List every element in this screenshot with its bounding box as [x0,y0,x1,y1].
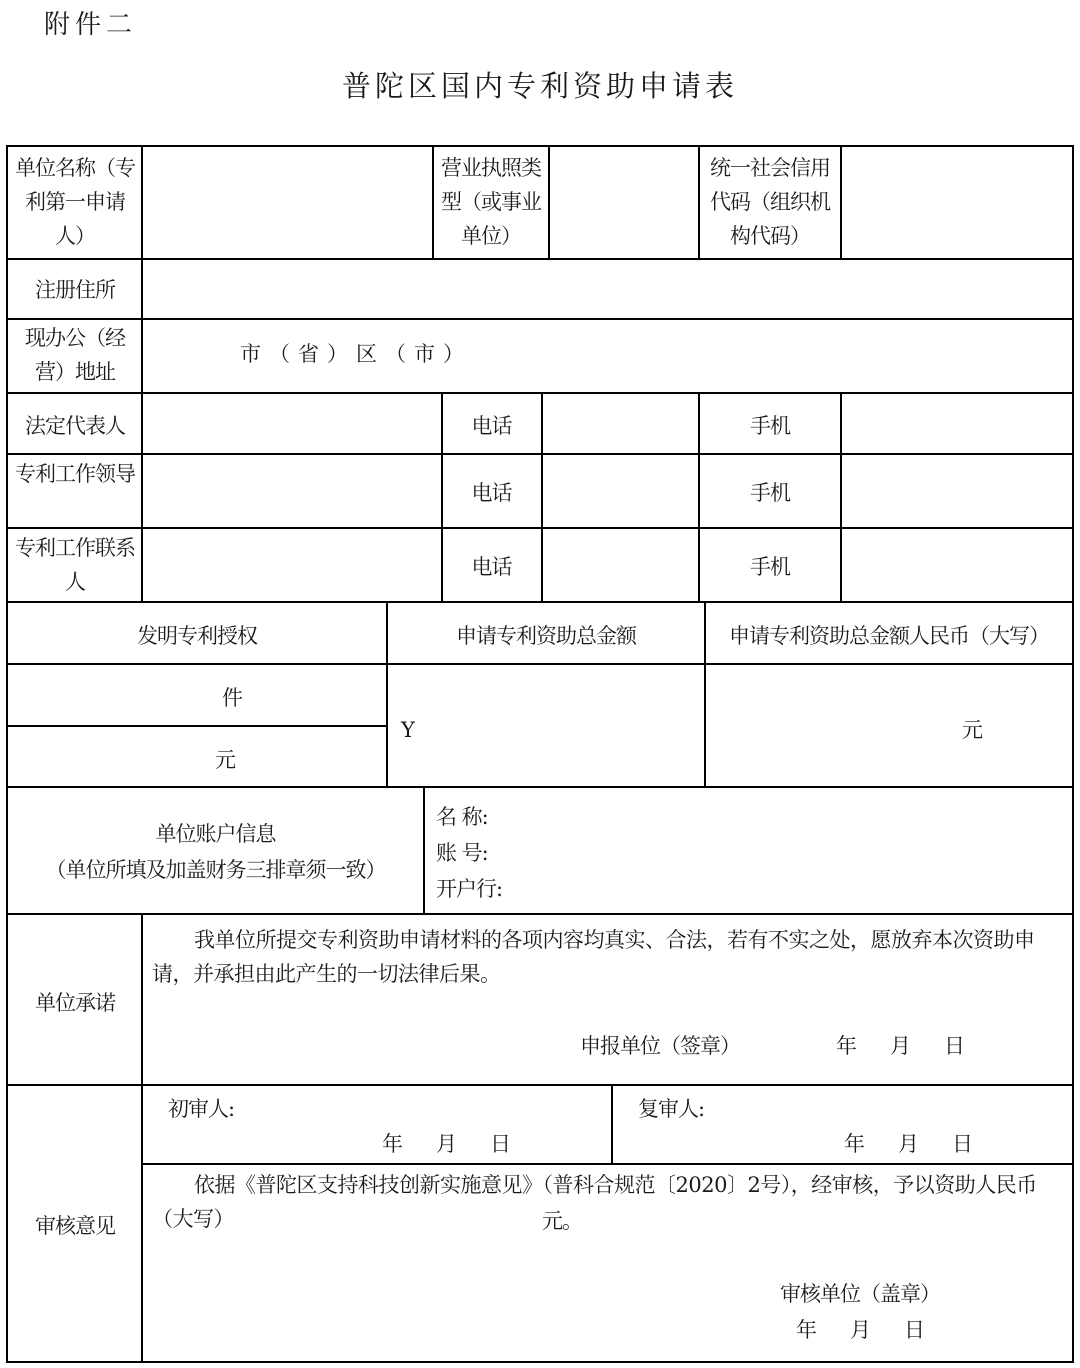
review-date[interactable]: 年 月 日 [796,1318,931,1342]
patent-contact-phone-field[interactable] [543,529,696,599]
unit-name-label: 单位名称（专利第一申请人） [15,156,135,248]
patent-count-unit[interactable]: 件 [222,686,242,710]
license-type-label: 营业执照类型（或事业单位） [441,156,541,248]
legal-rep-mobile-label: 手机 [750,414,790,438]
patent-contact-field[interactable] [143,529,439,599]
invention-patent-header: 发明专利授权 [137,624,257,648]
office-address-template[interactable]: 市（省）区（市） [240,342,472,366]
patent-amount-unit[interactable]: 元 [215,748,235,772]
account-number-field[interactable]: 账 号: [436,841,488,865]
yen-symbol[interactable]: Y [401,718,414,742]
patent-contact-label: 专利工作联系人 [15,536,135,594]
registered-address-label: 注册住所 [35,278,115,302]
patent-leader-phone-label: 电话 [471,481,512,505]
patent-leader-mobile-field[interactable] [842,455,1070,525]
rmb-unit[interactable]: 元 [962,718,982,742]
review-opinion-text: 依据《普陀区支持科技创新实施意见》（普科合规范〔2020〕2号），经审核，予以资助人民币（大写） [152,1173,1037,1231]
legal-rep-mobile-field[interactable] [842,394,1070,451]
commitment-text: 我单位所提交专利资助申请材料的各项内容均真实、合法，若有不实之处，愿放弃本次资助申请，并承担由此产生的一切法律后果。 [152,928,1035,986]
total-amount-header: 申请专利资助总金额 [456,624,636,648]
patent-contact-phone-label: 电话 [471,555,512,579]
first-reviewer-field[interactable]: 初审人: [168,1097,235,1121]
total-rmb-header: 申请专利资助总金额人民币（大写） [729,624,1049,648]
page-title: 普陀区国内专利资助申请表 [341,69,738,103]
credit-code-label: 统一社会信用代码（组织机构代码） [710,156,830,248]
commitment-date[interactable]: 年 月 日 [836,1034,971,1058]
license-type-field[interactable] [550,149,696,256]
legal-rep-phone-label: 电话 [471,414,512,438]
second-review-date[interactable]: 年 月 日 [844,1132,979,1156]
account-name-field[interactable]: 名 称: [436,805,488,829]
patent-leader-field[interactable] [143,455,439,525]
second-reviewer-field[interactable]: 复审人: [638,1097,705,1121]
applicant-seal-label[interactable]: 申报单位（签章） [580,1034,740,1058]
commitment-label: 单位承诺 [35,991,115,1015]
review-seal-label[interactable]: 审核单位（盖章） [780,1282,940,1306]
credit-code-field[interactable] [842,149,1070,256]
account-label-line2: （单位所填及加盖财务三排章须一致） [45,858,386,882]
patent-leader-label: 专利工作领导 [15,462,135,486]
attachment-label: 附件二 [44,10,138,40]
account-bank-field[interactable]: 开户行: [436,877,503,901]
legal-rep-phone-field[interactable] [543,394,696,451]
review-opinion-unit: 元。 [542,1209,582,1233]
legal-rep-label: 法定代表人 [25,414,125,438]
patent-leader-phone-field[interactable] [543,455,696,525]
office-address-label: 现办公（经营）地址 [25,326,125,384]
application-form [6,145,1074,1363]
unit-name-field[interactable] [143,149,430,256]
patent-leader-mobile-label: 手机 [750,481,790,505]
account-label-line1: 单位账户信息 [155,822,276,846]
registered-address-field[interactable] [143,260,1070,316]
legal-rep-field[interactable] [143,394,439,451]
patent-contact-mobile-field[interactable] [842,529,1070,599]
patent-contact-mobile-label: 手机 [750,555,790,579]
review-label: 审核意见 [35,1214,115,1238]
first-review-date[interactable]: 年 月 日 [382,1132,517,1156]
